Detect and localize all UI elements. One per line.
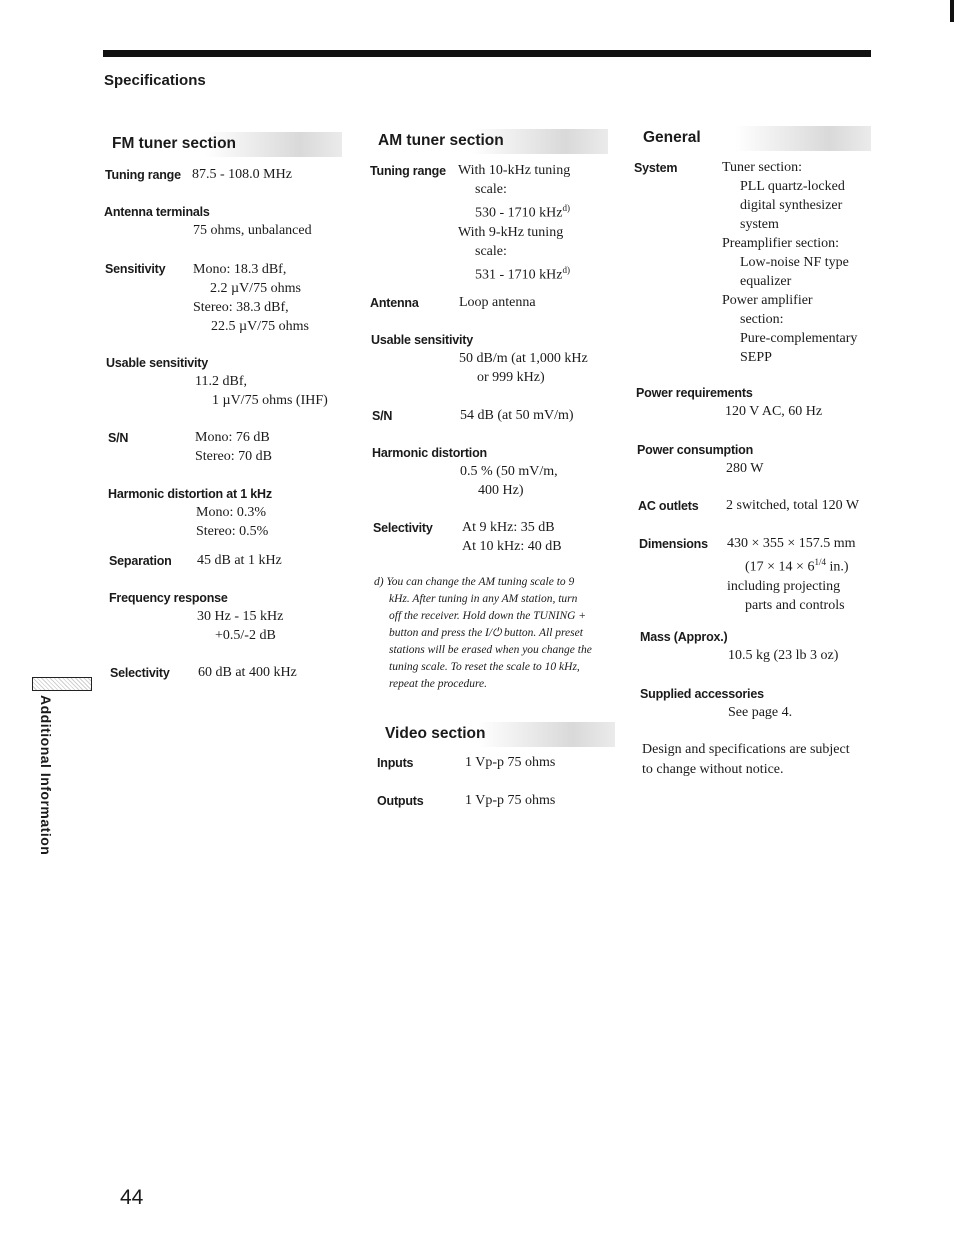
- fm-separation-value: 45 dB at 1 kHz: [197, 553, 282, 568]
- corner-mark: [950, 0, 954, 22]
- system-line: equalizer: [740, 274, 792, 289]
- fm-freq-value: [197, 607, 283, 645]
- video-inputs-label: Inputs: [377, 756, 414, 770]
- am-tuning-am9: 531 - 1710 kHz: [475, 267, 563, 283]
- general-section-title: General: [637, 126, 871, 151]
- am-tuning-range-value: [458, 161, 570, 284]
- footnote-ref: d): [562, 203, 570, 213]
- am-harmonic-line: 400 Hz): [478, 483, 524, 498]
- fm-antenna-label: Antenna terminals: [104, 205, 210, 219]
- system-line: Pure-complementary: [740, 331, 858, 346]
- fm-section: [106, 132, 342, 163]
- section-tab-marker: [32, 677, 92, 691]
- fm-usable-label: Usable sensitivity: [106, 356, 209, 370]
- ac-outlets-label: AC outlets: [638, 499, 699, 513]
- am-tuning-range-label: Tuning range: [370, 164, 446, 178]
- system-line: Low-noise NF type: [740, 255, 849, 270]
- fm-usable-line: 1 µV/75 ohms (IHF): [212, 393, 328, 408]
- power-req-label: Power requirements: [636, 386, 753, 400]
- am-footnote: [374, 574, 624, 693]
- am-selectivity-line: At 9 kHz: 35 dB: [462, 520, 555, 535]
- system-line: Preamplifier section:: [722, 236, 840, 251]
- am-tuning-line: scale:: [475, 243, 507, 259]
- video-outputs-label: Outputs: [377, 794, 424, 808]
- dims-imperial: (17 × 14 × 6: [745, 559, 815, 575]
- am-sn-value: 54 dB (at 50 mV/m): [460, 408, 574, 423]
- power-req-value: 120 V AC, 60 Hz: [725, 404, 823, 419]
- am-section-title: AM tuner section: [372, 129, 608, 154]
- am-usable-label: Usable sensitivity: [371, 333, 474, 347]
- am-selectivity-value: [462, 518, 562, 556]
- fm-tuning-range-label: Tuning range: [105, 168, 181, 182]
- fm-freq-label: Frequency response: [109, 591, 228, 605]
- system-line: Power amplifier: [722, 293, 813, 308]
- power-cons-value: 280 W: [726, 461, 764, 476]
- mass-label: Mass (Approx.): [640, 630, 728, 644]
- am-tuning-am10: 530 - 1710 kHz: [475, 205, 563, 221]
- footnote-line: kHz. After tuning in any AM station, turn: [389, 593, 578, 605]
- footnote-line: stations will be erased when you change the: [389, 644, 592, 656]
- notice-line: Design and specifications are subject: [642, 742, 850, 757]
- fm-tuning-range-value: 87.5 - 108.0 MHz: [192, 167, 292, 182]
- fm-sensitivity-line: Stereo: 38.3 dBf,: [193, 300, 289, 315]
- am-section: [372, 129, 608, 160]
- am-usable-line: 50 dB/m (at 1,000 kHz: [459, 351, 588, 366]
- general-system-value: [722, 158, 857, 367]
- dims-line: 430 × 355 × 157.5 mm: [727, 536, 856, 551]
- fm-separation-label: Separation: [109, 554, 172, 568]
- fm-freq-line: +0.5/-2 dB: [215, 628, 276, 643]
- am-sn-label: S/N: [372, 409, 393, 423]
- accessories-label: Supplied accessories: [640, 687, 764, 701]
- fm-harmonic-label: Harmonic distortion at 1 kHz: [108, 487, 272, 501]
- power-cons-label: Power consumption: [637, 443, 754, 457]
- am-selectivity-label: Selectivity: [373, 521, 433, 535]
- am-tuning-line: With 10-kHz tuning: [458, 163, 571, 178]
- footnote-ref: d): [562, 264, 570, 275]
- dims-line: [727, 553, 856, 577]
- fm-sensitivity-value: [193, 260, 309, 336]
- side-tab-label: Additional Information: [38, 695, 54, 856]
- footnote-line: repeat the procedure.: [389, 678, 488, 690]
- fm-usable-line: 11.2 dBf,: [195, 374, 247, 389]
- system-line: section:: [740, 312, 784, 327]
- fm-usable-value: [195, 372, 328, 410]
- fm-antenna-value: 75 ohms, unbalanced: [193, 223, 312, 238]
- video-section-title: Video section: [379, 722, 615, 747]
- am-harmonic-value: [460, 462, 558, 500]
- dims-line: including projecting: [727, 578, 841, 594]
- footnote-line: off the receiver. Hold down the TUNING +: [389, 610, 587, 622]
- system-line: Tuner section:: [722, 160, 802, 175]
- am-tuning-line: [458, 261, 570, 285]
- dims-line: parts and controls: [745, 597, 845, 613]
- fm-sn-label: S/N: [108, 431, 129, 445]
- general-section: [637, 126, 871, 157]
- page-title: Specifications: [104, 72, 206, 89]
- am-selectivity-line: At 10 kHz: 40 dB: [462, 539, 562, 554]
- general-system-label: System: [634, 161, 678, 175]
- fm-sensitivity-line: Mono: 18.3 dBf,: [193, 262, 287, 277]
- fm-harmonic-value: [196, 503, 268, 541]
- footnote-line: button and press the I/⏻ button. All preset: [389, 627, 583, 639]
- ac-outlets-value: 2 switched, total 120 W: [726, 498, 860, 513]
- am-harmonic-line: 0.5 % (50 mV/m,: [460, 464, 558, 479]
- am-usable-value: [459, 349, 588, 387]
- fm-section-title: FM tuner section: [106, 132, 342, 157]
- footnote-line: d) You can change the AM tuning scale to 9: [374, 576, 575, 588]
- header-rule: [103, 50, 871, 57]
- fm-sensitivity-line: 22.5 µV/75 ohms: [211, 319, 309, 334]
- accessories-value: See page 4.: [728, 705, 793, 720]
- fm-sn-value: [195, 428, 272, 466]
- dimensions-value: [727, 534, 856, 615]
- system-line: digital synthesizer: [740, 198, 843, 213]
- fm-tuning-range: [105, 166, 292, 184]
- video-section: [379, 722, 615, 753]
- mass-value: 10.5 kg (23 lb 3 oz): [728, 648, 839, 663]
- fm-sensitivity-label: Sensitivity: [105, 262, 166, 276]
- am-harmonic-label: Harmonic distortion: [372, 446, 487, 460]
- fm-freq-line: 30 Hz - 15 kHz: [197, 609, 284, 624]
- fm-harmonic-line: Stereo: 0.5%: [196, 524, 269, 539]
- am-antenna-label: Antenna: [370, 296, 419, 310]
- footnote-line: tuning scale. To reset the scale to 10 kHz,: [389, 661, 580, 673]
- dims-fraction: 1/4: [814, 557, 826, 567]
- change-notice: [642, 740, 850, 780]
- video-inputs-value: 1 Vp-p 75 ohms: [465, 755, 556, 770]
- am-tuning-line: With 9-kHz tuning: [458, 224, 564, 240]
- am-usable-line: or 999 kHz): [477, 370, 545, 385]
- am-tuning-line: scale:: [475, 182, 507, 197]
- notice-line: to change without notice.: [642, 762, 784, 777]
- fm-sn-line: Mono: 76 dB: [195, 430, 270, 445]
- video-outputs-value: 1 Vp-p 75 ohms: [465, 793, 556, 808]
- dimensions-label: Dimensions: [639, 537, 708, 551]
- system-line: SEPP: [740, 350, 772, 365]
- system-line: PLL quartz-locked: [740, 179, 845, 194]
- page-number: 44: [120, 1186, 144, 1209]
- system-line: system: [740, 217, 779, 232]
- am-tuning-line: [458, 199, 570, 223]
- am-antenna-value: Loop antenna: [459, 295, 536, 310]
- fm-selectivity-label: Selectivity: [110, 666, 170, 680]
- fm-sensitivity-line: 2.2 µV/75 ohms: [210, 281, 301, 296]
- fm-harmonic-line: Mono: 0.3%: [196, 505, 266, 520]
- fm-sn-line: Stereo: 70 dB: [195, 449, 272, 464]
- fm-selectivity-value: 60 dB at 400 kHz: [198, 665, 297, 680]
- dims-imperial-end: in.): [825, 559, 849, 575]
